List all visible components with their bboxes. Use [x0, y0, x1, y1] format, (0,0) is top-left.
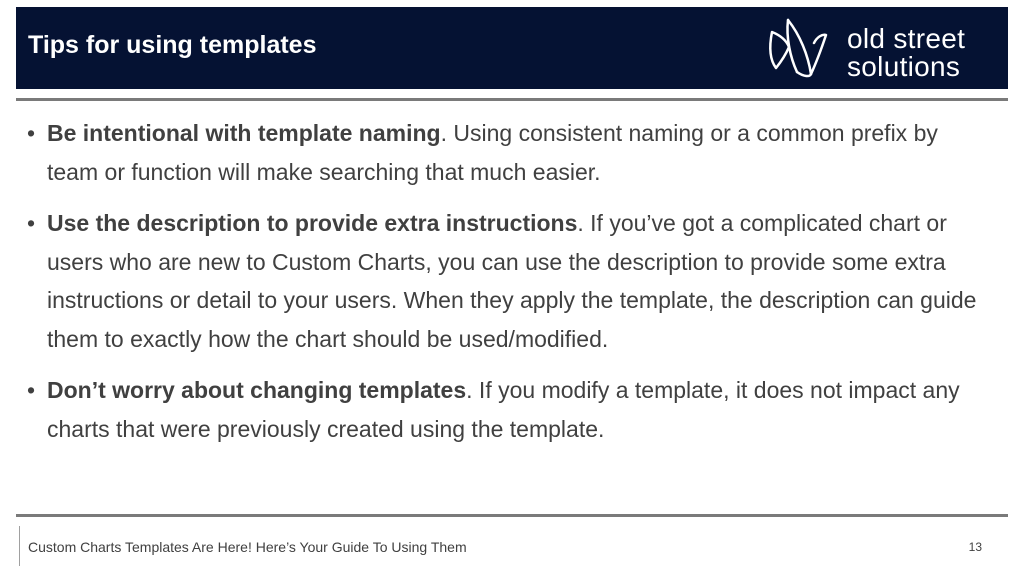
tip-heading: Be intentional with template naming — [47, 120, 441, 146]
tip-body: . If you modify a template, it does not impact any charts that were previously created using the template. — [47, 377, 960, 442]
company-logo — [764, 17, 1004, 81]
footer-divider — [16, 514, 1008, 517]
footer-vertical-divider — [19, 526, 20, 566]
slide-title: Tips for using templates — [28, 31, 317, 59]
logo-text-line1: old street — [847, 23, 966, 54]
bullet-dot: • — [27, 210, 36, 236]
tip-heading: Use the description to provide extra instructions — [47, 210, 578, 236]
tip-item-naming — [27, 114, 982, 191]
page-number: 13 — [968, 540, 982, 554]
feather-leaf-icon — [764, 17, 834, 81]
logo-text-line2: solutions — [847, 51, 961, 82]
tip-body: . Using consistent naming or a common prefix by team or function will make searching that much easier. — [47, 120, 938, 185]
tips-list — [27, 114, 982, 461]
tip-item-description — [27, 204, 982, 358]
header-bar — [16, 7, 1008, 89]
bullet-dot: • — [27, 120, 36, 146]
tip-body: . If you’ve got a complicated chart or users who are new to Custom Charts, you can use the description to provide some extra instructions or detail to your users. When they apply the template, the description can guide them to exactly how the chart should be used/modified. — [47, 210, 977, 352]
header-divider — [16, 98, 1008, 101]
bullet-dot: • — [27, 377, 36, 403]
tip-heading: Don’t worry about changing templates — [47, 377, 467, 403]
footer-caption: Custom Charts Templates Are Here! Here’s Your Guide To Using Them — [28, 539, 467, 555]
tip-item-changing — [27, 371, 982, 448]
